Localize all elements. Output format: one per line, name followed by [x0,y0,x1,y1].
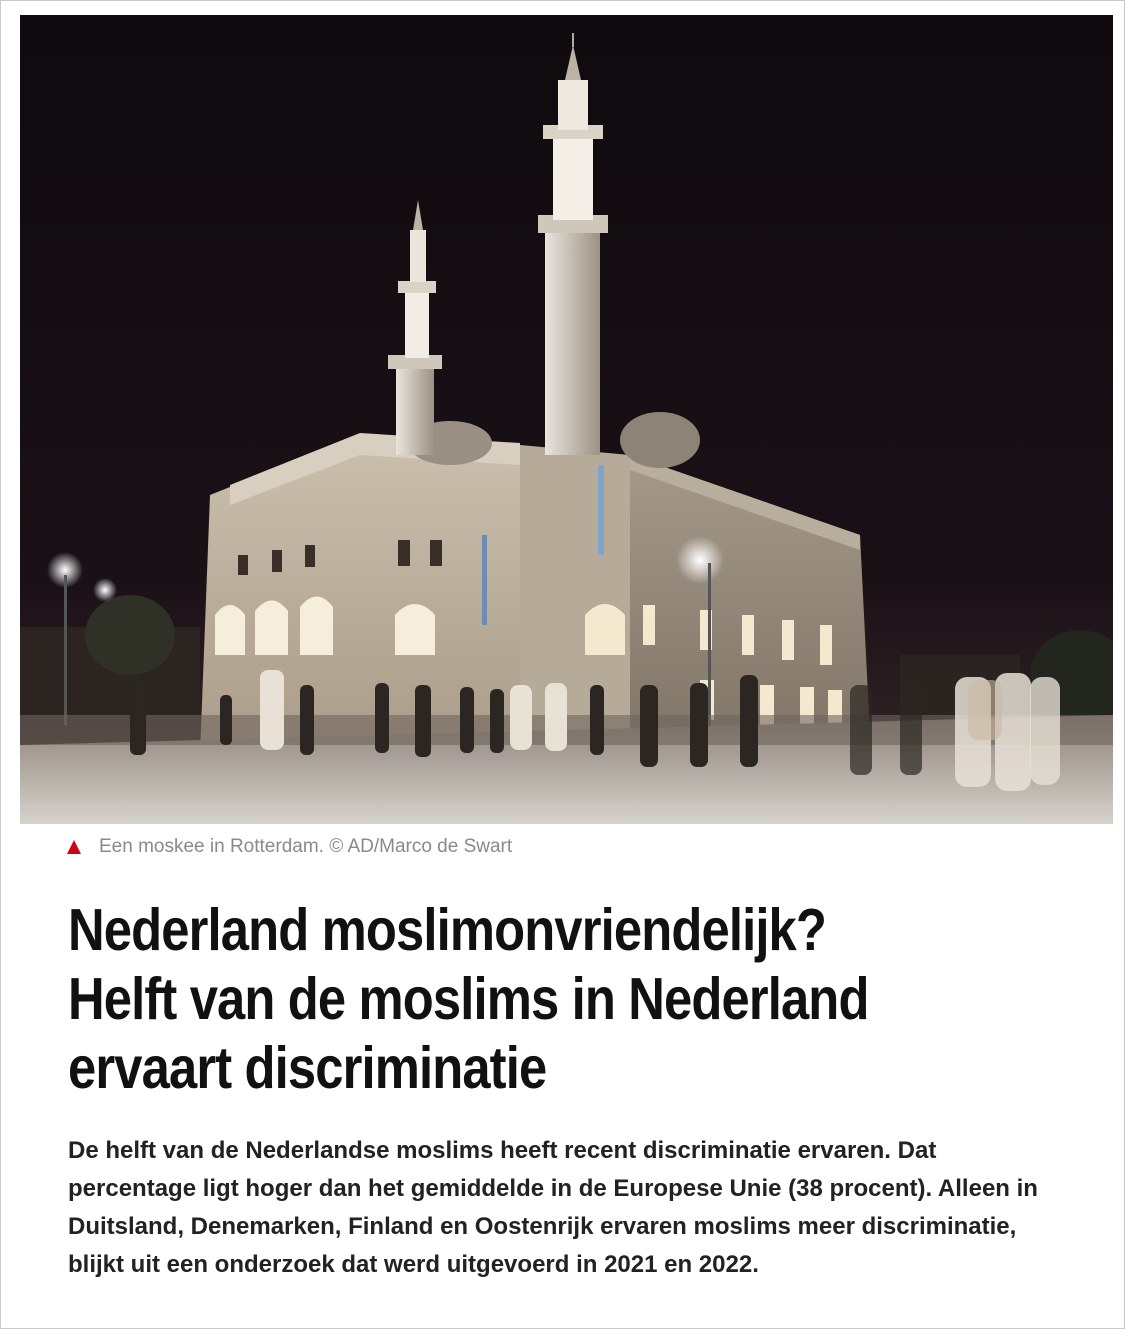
article-hero-photo [20,15,1113,824]
image-caption-text: Een moskee in Rotterdam. © AD/Marco de Swart [99,836,513,857]
image-caption [67,836,512,858]
article-lead: De helft van de Nederlandse moslims heeft recent discriminatie ervaren. Dat percentage ligt hoger dan het gemiddelde in de Europese Unie (38 procent). Alleen in Duitsland, Denemarken, Finland en Oostenrijk ervaren moslims meer discriminatie, blijkt uit een onderzoek dat werd uitgevoerd in 2021 en 2022. [68,1137,1038,1278]
red-triangle-up-icon [67,840,81,854]
article-headline: Nederland moslimonvriendelijk? Helft van de moslims in Nederland ervaart discriminatie [68,897,869,1101]
